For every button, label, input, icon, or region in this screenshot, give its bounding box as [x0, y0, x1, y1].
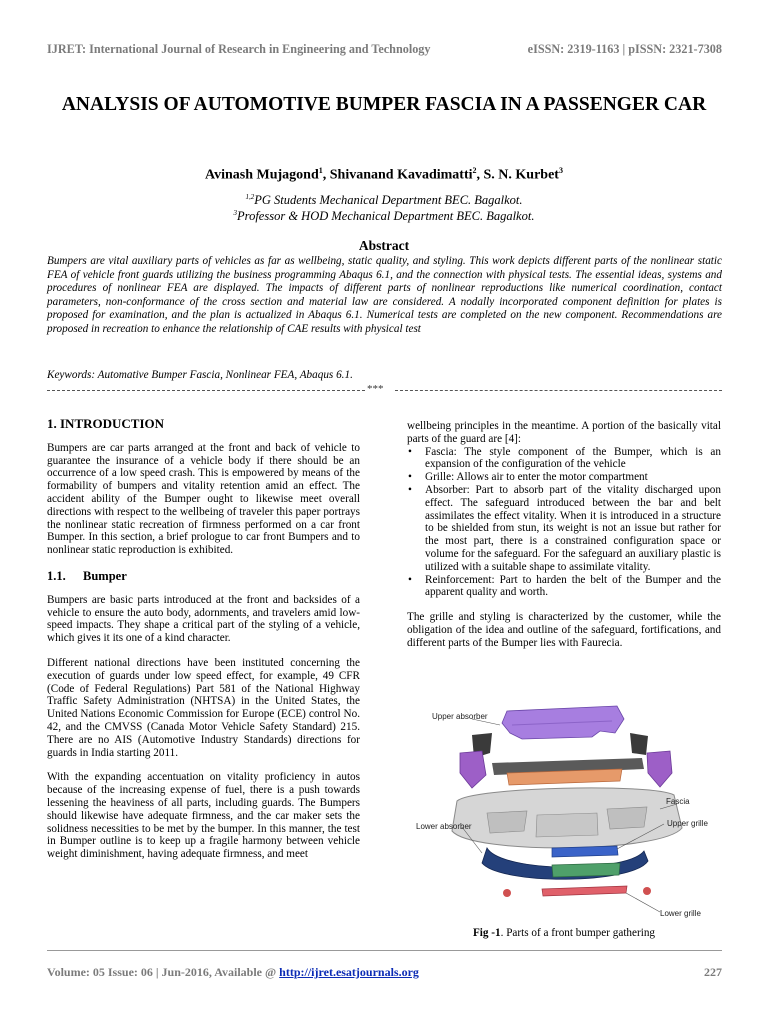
journal-name: IJRET: International Journal of Research in Engineering and Technology: [47, 42, 431, 56]
author-sup: 1: [318, 166, 323, 175]
label-upper-absorber: Upper absorber: [432, 712, 488, 721]
figure-caption: [407, 927, 721, 939]
author-name: Avinash Mujagond: [205, 167, 319, 183]
list-item-text: Fascia: The style component of the Bumper, which is an expansion of the configuration of the vehicle: [425, 445, 721, 471]
affiliation-sup: 1,2: [245, 193, 255, 201]
footer-divider: [47, 950, 722, 951]
page-number: 227: [704, 965, 722, 979]
lower-grille-part: [542, 886, 627, 896]
body-paragraph: Bumpers are basic parts introduced at the front and backsides of a vehicle to ensure the auto body, adornments, and travelers amid low-speed impacts. They shape a critical part of the styling of a vehicle, which gives it its one of a kind character.: [47, 593, 360, 645]
bullet-icon: •: [408, 573, 412, 586]
running-header: [47, 42, 722, 62]
body-paragraph: wellbeing principles in the meantime. A portion of the basically vital parts of the guard are [4]:: [407, 420, 721, 445]
section-heading: 1. INTRODUCTION: [47, 416, 165, 431]
affiliation-text: Professor & HOD Mechanical Department BEC. Bagalkot.: [237, 209, 535, 224]
label-lower-absorber: Lower absorber: [416, 822, 472, 831]
keywords: Keywords: Automative Bumper Fascia, Nonlinear FEA, Abaqus 6.1.: [47, 369, 353, 381]
subsection-number: 1.1.: [47, 568, 66, 583]
figure-caption-label: Fig -1: [472, 927, 501, 939]
author-name: S. N. Kurbet: [483, 167, 559, 183]
body-paragraph: Different national directions have been instituted concerning the execution of guards under low speed effect, for example, 49 CFR (Code of Federal Regulations) Part 581 of the National Highway Traffic Safety Administration (NHTSA) in the United States, the United Nations Economic Commission for Europe (ECE) control No. 42, and the CMVSS (Canada Motor Vehicle Safety Standard) 215. There are no AIS (Automotive Industry Standards) directions for guards in India starting 2011.: [47, 656, 360, 759]
figure-caption-text: . Parts of a front bumper gathering: [500, 927, 656, 939]
bullet-list: [407, 446, 721, 600]
label-lower-grille: Lower grille: [660, 909, 701, 918]
list-item: [407, 446, 721, 472]
label-fascia: Fascia: [666, 797, 690, 806]
side-bracket-part: [630, 733, 648, 755]
list-item: [407, 574, 721, 600]
subsection-title: Bumper: [83, 568, 127, 583]
paper-title: ANALYSIS OF AUTOMOTIVE BUMPER FASCIA IN A PASSENGER CAR: [61, 94, 707, 115]
right-column: [407, 420, 721, 650]
body-paragraph: With the expanding accentuation on vitality proficiency in autos because of the increasing expense of fuel, there is a push towards lessening the heaviness of all parts, including guards. The Bumpers should likewise have adequate firmness, and the car maker sets the solidness necessities to be met by the bumper. In this manner, the test in Bumper outline is to keep up a fragile harmony between vehicle weight diminishment, having adequate firmness, and meet: [47, 771, 360, 861]
list-item-text: Grille: Allows air to enter the motor compartment: [425, 471, 648, 484]
footer-text: Volume: 05 Issue: 06 | Jun-2016, Available @: [47, 965, 280, 979]
separator-stars: ***: [367, 383, 384, 395]
affiliation-sup: 3: [233, 209, 238, 217]
intro-paragraph: Bumpers are car parts arranged at the front and back of vehicle to guarantee the insurance of a vehicle body if there should be an occurrence of a low speed crash. This is empowered by means of the formability of bumpers and vitality retention amid an effect. The accident ability of the Bumper ought to likewise meet overall directions with respect to the wellbeing of traveler this paper portrays the nonlinear static recreation of firmness performed on a car front Bumper. In this section, a brief prologue to car front Bumpers and to nonlinear static reproduction is exhibited.: [47, 441, 360, 557]
list-item-text: Reinforcement: Part to harden the belt of the Bumper and the apparent quality and worth.: [425, 573, 721, 599]
author-sup: 2: [472, 166, 477, 175]
affiliation: [0, 193, 768, 208]
green-grille-part: [552, 863, 620, 877]
affiliation: [0, 209, 768, 224]
bullet-icon: •: [408, 471, 412, 484]
author-sup: 3: [558, 166, 563, 175]
list-item: [407, 484, 721, 574]
side-purple-part: [647, 751, 672, 787]
abstract-heading: Abstract: [358, 238, 410, 253]
subsection-heading: [47, 570, 360, 583]
bullet-icon: •: [408, 445, 412, 458]
bullet-icon: •: [408, 483, 412, 496]
label-upper-grille: Upper grille: [667, 819, 708, 828]
issn-info: eISSN: 2319-1163 | pISSN: 2321-7308: [527, 42, 722, 56]
list-item: [407, 471, 721, 484]
journal-link[interactable]: http://ijret.esatjournals.org: [279, 965, 419, 979]
list-item-text: Absorber: Part to absorb part of the vitality discharged upon effect. The safeguard introduced between the bar and belt assimilates the effect vitality. When it is introduced in a structure to be shielded from stun, its weight is not an issue but rather for the most part, there is a constrained configuration space or volume for the safeguard. For the safeguard an auxiliary plastic is utilized with a suitable shape to assimilate vitality.: [425, 483, 721, 573]
affiliation-text: PG Students Mechanical Department BEC. Bagalkot.: [254, 193, 523, 208]
upper-grille-part: [552, 846, 618, 857]
bumper-exploded-figure: [412, 703, 718, 921]
side-purple-part: [460, 751, 486, 788]
left-column: [47, 418, 360, 873]
running-footer: [47, 965, 722, 980]
author-list: Avinash Mujagond$^1$, Shivanand Kavadimatti$^2$, S. N. Kurbet$^3$: [205, 166, 563, 183]
body-paragraph: The grille and styling is characterized by the customer, while the obligation of the idea and outline of the safeguard, fortifications, and different parts of the Bumper lies with Faurecia.: [407, 611, 721, 649]
section-separator: [47, 384, 722, 396]
author-name: Shivanand Kavadimatti: [329, 167, 473, 183]
abstract-text: Bumpers are vital auxiliary parts of vehicles as far as wellbeing, static quality, and styling. This work depicts different parts of the nonlinear static FEA of vehicle front guards utilizing the business programming Abaqus 6.1, and the connection with physical tests. The essential ideas, systems and procedures of nonlinear FEA are displayed. The impacts of different parts of nonlinear reproductions like numerical coordination, contact parameters, non-conformance of the cross section and material law are considered. A nodally incorporated component definition for plates is proposed for examination, and the plan is actualized in Abaqus 6.1. Numerical tests are completed on the new component. Recommendations are proposed in recreation to enhance the relationship of CAE results with physical test: [47, 255, 722, 335]
